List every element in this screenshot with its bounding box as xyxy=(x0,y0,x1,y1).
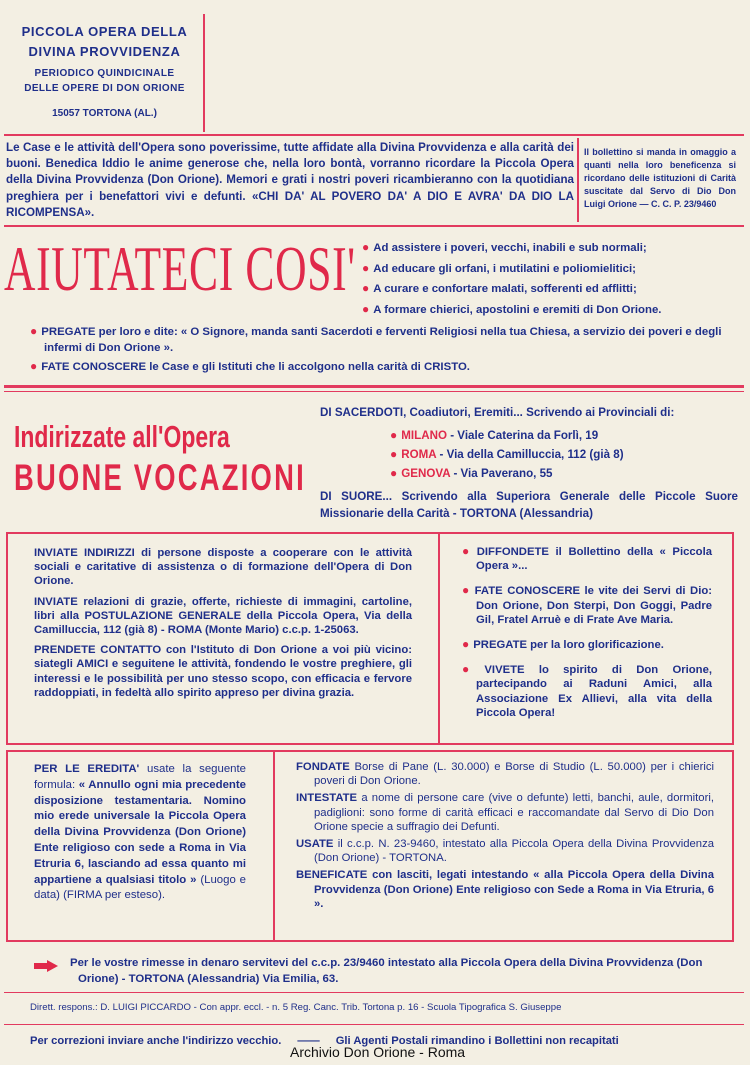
top-rule xyxy=(4,134,744,136)
aiutateci-list xyxy=(362,238,738,320)
eredita-formula: « Annullo ogni mia precedente disposizione testamentaria. Nomino mio erede universale la Piccola Opera della Divina Provvidenza (Don Orione) Ente religioso con sede a Roma in Via Etruria 6, lasciando ad essa quanto mi appartiene a qualsiasi titolo » xyxy=(34,778,246,886)
list-item: ● FATE CONOSCERE le vite dei Servi di Dio: Don Orione, Don Sterpi, Don Goggi, Padre Gil, Fratel Arruè e di Frate Ave Maria. xyxy=(462,583,712,626)
list-item: ● DIFFONDETE il Bollettino della « Piccola Opera »... xyxy=(462,544,712,573)
eredita-column xyxy=(34,762,246,904)
masthead-line5: 15057 TORTONA (AL.) xyxy=(52,108,157,119)
eredita-divider xyxy=(273,752,275,940)
masthead-line1: PICCOLA OPERA DELLA xyxy=(21,24,188,39)
aiutateci-title: AIUTATECI COSI' xyxy=(4,233,356,304)
footer-instructions: Per correzioni inviare anche l'indirizzo vecchio. —— Gli Agenti Postali rimandino i Bollettini non recapitati xyxy=(30,1035,619,1047)
bullet-dot-icon: ● xyxy=(30,324,38,338)
bulletin-note: Il bollettino si manda in omaggio a quanti nella loro beneficenza si ricordano delle istituzioni di Carità suscitate dal Servo di Dio Don Luigi Orione — C. C. P. 23/9460 xyxy=(584,147,736,209)
fate-conoscere-text: ● FATE CONOSCERE le Case e gli Istituti che li accolgono nella carità di CRISTO. xyxy=(30,359,470,373)
archive-watermark: Archivio Don Orione - Roma xyxy=(290,1044,466,1060)
list-item: FONDATE Borse di Pane (L. 30.000) e Borse di Studio (L. 50.000) per i chierici poveri di Don Orione. xyxy=(296,761,714,788)
bullet-dot-icon: ● xyxy=(462,637,470,652)
list-item: INTESTATE a nome di persone care (vive o defunte) letti, banchi, aule, dormitori, padiglioni: sono forme di carità efficaci e raccomandate dal Servo di Dio Don Orione specie a suffragio dei Defunti. xyxy=(296,792,714,833)
inviate-divider xyxy=(438,534,440,743)
bullet-dot-icon: ● xyxy=(390,447,398,461)
bullet-dot-icon: ● xyxy=(462,544,473,558)
intro-rule xyxy=(4,225,744,227)
inviate-column xyxy=(34,546,412,706)
masthead-line3: PERIODICO QUINDICINALE xyxy=(34,68,175,79)
eredita-tail: (Luogo e data) (FIRMA per esteso). xyxy=(34,873,247,902)
bullet-dot-icon: ● xyxy=(30,359,38,373)
footer-rule xyxy=(4,1024,744,1025)
list-item: BENEFICATE con lasciti, legati intestando « alla Piccola Opera della Divina Provvidenza (Don Orione) Ente religioso con Sede a Roma in Via Etruria, 6 ». xyxy=(296,869,714,910)
eredita-lead: PER LE EREDITA' xyxy=(34,763,140,775)
address-item: ● ROMA - Via della Camilluccia, 112 (già 8) xyxy=(390,447,624,461)
list-item: ● Ad assistere i poveri, vecchi, inabili e sub normali; xyxy=(362,240,647,254)
bullet-dot-icon: ● xyxy=(462,662,481,677)
bullet-dot-icon: ● xyxy=(390,466,398,480)
remittance-text: Per le vostre rimesse in denaro servitevi del c.c.p. 23/9460 intestato alla Piccola Opera della Divina Provvidenza (Don Orione) - TORTONA (Alessandria) Via Emilia, 63. xyxy=(70,957,703,985)
masthead xyxy=(12,22,197,119)
mid-rule xyxy=(4,385,744,388)
bullet-dot-icon: ● xyxy=(362,260,370,275)
list-item: ● PREGATE per la loro glorificazione. xyxy=(462,637,664,652)
masthead-line2: DIVINA PROVVIDENZA xyxy=(28,44,181,59)
mid-rule-2 xyxy=(4,391,744,392)
intro-paragraph: Le Case e le attività dell'Opera sono poverissime, tutte affidate alla Divina Provvidenza e alla carità dei buoni. Benedica Iddio le anime generose che, nella loro bontà, vorranno ricordare la Piccola Opera della Divina Provvidenza (Don Orione). Memori e grati i nostri poveri ricambieranno con la quotidiana preghiera per i benefattori vivi e defunti. «CHI DA' AL POVERO DA' A DIO E AVRA' DA DIO LA RICOMPENSA». xyxy=(6,141,574,219)
footer-credits: Dirett. respons.: D. LUIGI PICCARDO - Con appr. eccl. - n. 5 Reg. Canc. Trib. Tortona p. 16 - Scuola Tipografica S. Giuseppe xyxy=(30,1002,562,1013)
vocazioni-head: DI SACERDOTI, Coadiutori, Eremiti... Scrivendo ai Provinciali di: xyxy=(320,406,675,419)
bullet-dot-icon: ● xyxy=(362,301,370,316)
list-item: ● Ad educare gli orfani, i mutilatini e poliomielitici; xyxy=(362,260,636,275)
list-item: ● VIVETE lo spirito di Don Orione, partecipando ai Raduni Amici, alla Associazione Ex Allievi, alla vita della Piccola Opera! xyxy=(462,662,713,719)
fondate-column xyxy=(296,760,714,914)
bottom-rule xyxy=(4,992,744,993)
bullet-dot-icon: ● xyxy=(362,281,370,295)
masthead-line4: DELLE OPERE DI DON ORIONE xyxy=(24,83,185,94)
vocazioni-title-line1: Indirizzate all'Opera xyxy=(14,419,230,454)
pregate-text: ● PREGATE per loro e dite: « O Signore, manda santi Sacerdoti e ferventi Religiosi nella tua Chiesa, a servizio dei poveri e degli infermi di Don Orione ». xyxy=(30,324,722,354)
list-item: USATE il c.c.p. N. 23-9460, intestato alla Piccola Opera della Divina Provvidenza (Don Orione) - TORTONA. xyxy=(296,838,715,865)
list-item: ● A formare chierici, apostolini e eremiti di Don Orione. xyxy=(362,301,662,316)
eredita-intro: usate la seguente formula: xyxy=(34,763,247,791)
vocazioni-details xyxy=(320,404,738,522)
list-item: ● A curare e confortare malati, sofferenti ed afflitti; xyxy=(362,281,637,295)
masthead-divider xyxy=(203,14,205,132)
bullet-dot-icon: ● xyxy=(390,428,398,442)
remittance-note xyxy=(36,955,740,987)
suore-text: DI SUORE... Scrivendo alla Superiora Generale delle Piccole Suore Missionarie della Carità - TORTONA (Alessandria) xyxy=(320,490,738,520)
vocazioni-title xyxy=(14,418,306,500)
vocazioni-title-line2: BUONE VOCAZIONI xyxy=(14,457,306,498)
bullet-dot-icon: ● xyxy=(362,240,370,254)
intro-divider xyxy=(577,138,579,222)
inviate-relazioni: INVIATE relazioni di grazie, offerte, richieste di immagini, cartoline, libri alla POSTULAZIONE GENERALE della Piccola Opera, Via della Camilluccia, 112 (già 8) - ROMA (Monte Mario) c.c.p. 1-25063. xyxy=(34,595,412,637)
prendete-contatto: PRENDETE CONTATTO con l'Istituto di Don Orione a voi più vicino: siategli AMICI e seguitene le attività, fondendo le vostre preghiere, gli interessi e le possibilità per uno stesso scopo, con efficacia e fervore raddoppiati, in fedeltà allo spirito appreso per divina grazia. xyxy=(34,644,412,699)
inviate-indirizzi: INVIATE INDIRIZZI di persone disposte a cooperare con le attività sociali e caritative di assistenza o di formazione dell'Opera di Don Orione. xyxy=(34,547,413,588)
bullet-dot-icon: ● xyxy=(462,583,471,598)
address-item: ● MILANO - Viale Caterina da Forlì, 19 xyxy=(390,428,599,442)
pregate-block xyxy=(30,323,740,377)
diffondete-column xyxy=(462,544,712,730)
address-item: ● GENOVA - Via Paverano, 55 xyxy=(390,466,553,480)
